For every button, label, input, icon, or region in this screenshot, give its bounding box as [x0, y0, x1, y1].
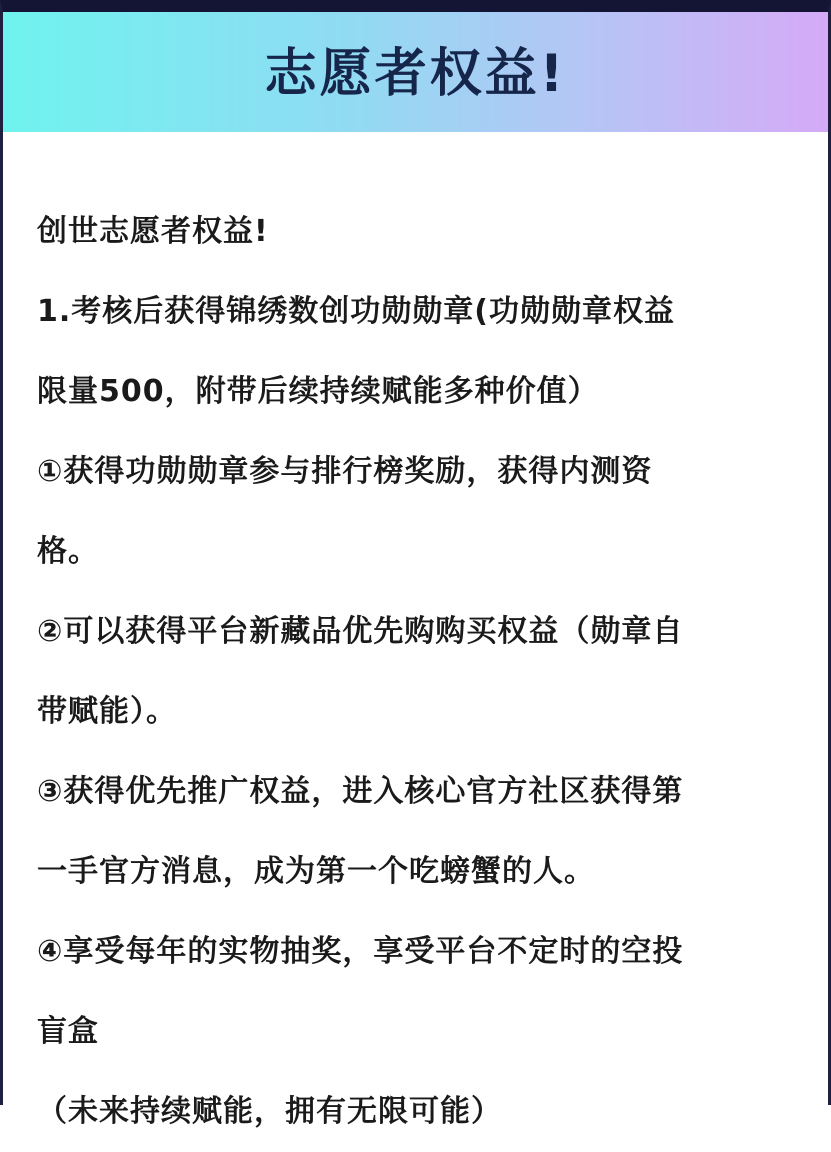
benefit-subitem-2-line-2: 带赋能）。 [37, 694, 177, 729]
benefits-content [37, 192, 797, 1152]
benefit-item-1-line-2: 限量500，附带后续持续赋能多种价值） [37, 374, 599, 409]
benefit-subitem-2-line-1: ②可以获得平台新藏品优先购购买权益（勋章自 [37, 614, 684, 649]
benefits-heading: 创世志愿者权益! [37, 214, 269, 249]
benefit-subitem-3-line-1: ③获得优先推广权益，进入核心官方社区获得第 [37, 774, 684, 809]
benefit-subitem-1-line-2: 格。 [37, 534, 99, 569]
benefit-subitem-4-line-1: ④享受每年的实物抽奖，享受平台不定时的空投 [37, 934, 684, 969]
benefit-closing-note: （未来持续赋能，拥有无限可能） [37, 1094, 502, 1129]
benefit-item-1-line-1: 1.考核后获得锦绣数创功勋勋章(功勋勋章权益 [37, 294, 675, 329]
title-banner [3, 12, 828, 132]
page-title: 志愿者权益! [264, 43, 567, 104]
benefit-subitem-1-line-1: ①获得功勋勋章参与排行榜奖励，获得内测资 [37, 454, 653, 489]
benefit-subitem-3-line-2: 一手官方消息，成为第一个吃螃蟹的人。 [37, 854, 595, 889]
benefit-subitem-4-line-2: 盲盒 [37, 1014, 99, 1049]
